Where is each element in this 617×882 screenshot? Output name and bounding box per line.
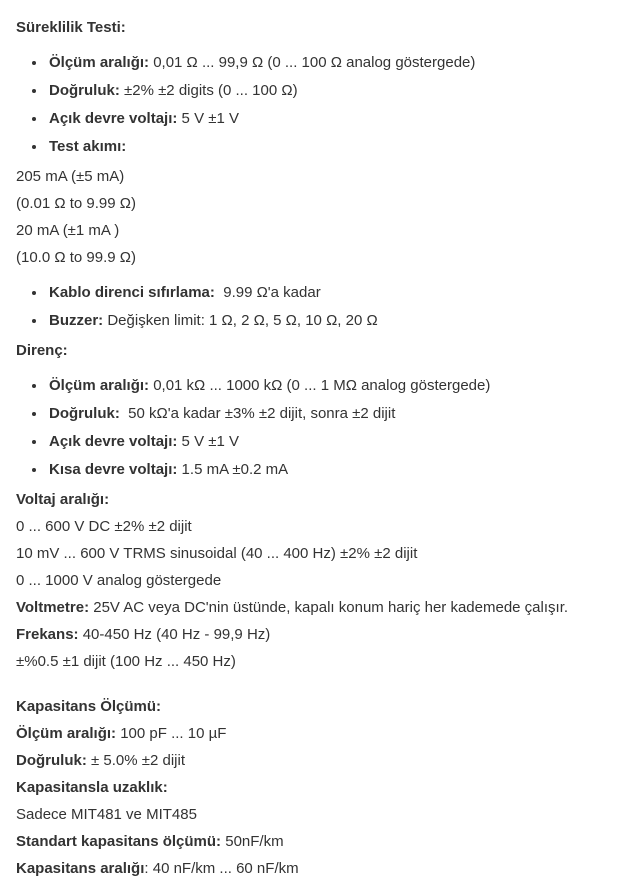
spec-line xyxy=(16,828,601,855)
bullet-item xyxy=(47,77,601,105)
spec-list xyxy=(16,49,601,161)
spec-line xyxy=(16,540,601,567)
field-label: Buzzer: xyxy=(49,312,104,329)
bullet-item xyxy=(47,279,601,307)
field-value: ± 5.0% ±2 dijit xyxy=(86,752,186,769)
field-value: 9.99 Ω'a kadar xyxy=(214,284,321,301)
spec-document xyxy=(16,14,601,882)
field-label: Frekans: xyxy=(16,626,79,643)
section-heading xyxy=(16,337,601,364)
field-label: Ölçüm aralığı: xyxy=(49,54,150,71)
field-value: 10 mV ... 600 V TRMS sinusoidal (40 ... 400 Hz) ±2% ±2 dijit xyxy=(16,545,418,562)
field-value: 0 ... 600 V DC ±2% ±2 dijit xyxy=(16,518,192,535)
field-value: Değişken limit: 1 Ω, 2 Ω, 5 Ω, 10 Ω, 20 Ω xyxy=(103,312,378,329)
section-heading xyxy=(16,774,601,801)
spec-line xyxy=(16,190,601,217)
field-value: : 40 nF/km ... 60 nF/km xyxy=(144,860,299,877)
field-value: 50nF/km xyxy=(221,833,284,850)
bullet-item xyxy=(47,456,601,484)
spec-line xyxy=(16,747,601,774)
field-value: 5 V ±1 V xyxy=(177,110,239,127)
field-value: (0.01 Ω to 9.99 Ω) xyxy=(16,195,136,212)
field-value: 0,01 Ω ... 99,9 Ω (0 ... 100 Ω analog göstergede) xyxy=(149,54,476,71)
field-value: 0,01 kΩ ... 1000 kΩ (0 ... 1 MΩ analog göstergede) xyxy=(149,377,491,394)
spec-line xyxy=(16,244,601,271)
field-label: Kısa devre voltajı: xyxy=(49,461,178,478)
bullet-item xyxy=(47,105,601,133)
heading-label: Kapasitans Ölçümü: xyxy=(16,698,162,715)
field-label: Doğruluk: xyxy=(49,405,120,422)
field-label: Doğruluk: xyxy=(49,82,120,99)
field-label: Voltmetre: xyxy=(16,599,90,616)
field-value: 5 V ±1 V xyxy=(177,433,239,450)
spec-line xyxy=(16,217,601,244)
field-value: 205 mA (±5 mA) xyxy=(16,168,125,185)
spec-line xyxy=(16,801,601,828)
field-value: 100 pF ... 10 µF xyxy=(116,725,227,742)
spec-line xyxy=(16,648,601,675)
spec-line xyxy=(16,513,601,540)
field-label: Açık devre voltajı: xyxy=(49,110,178,127)
heading-label: Direnç: xyxy=(16,342,68,359)
bullet-item xyxy=(47,400,601,428)
field-value: 40-450 Hz (40 Hz - 99,9 Hz) xyxy=(78,626,271,643)
field-value: Sadece MIT481 ve MIT485 xyxy=(16,806,197,823)
field-value: (10.0 Ω to 99.9 Ω) xyxy=(16,249,136,266)
bullet-item xyxy=(47,133,601,161)
field-label: Ölçüm aralığı: xyxy=(16,725,117,742)
spec-line xyxy=(16,621,601,648)
spec-list xyxy=(16,279,601,335)
field-value: ±2% ±2 digits (0 ... 100 Ω) xyxy=(119,82,298,99)
field-label: Doğruluk: xyxy=(16,752,87,769)
field-value: 25V AC veya DC'nin üstünde, kapalı konum hariç her kademede çalışır. xyxy=(89,599,569,616)
field-value: 0 ... 1000 V analog göstergede xyxy=(16,572,222,589)
field-label: Standart kapasitans ölçümü: xyxy=(16,833,222,850)
paragraph-spacer xyxy=(16,675,601,693)
spec-line xyxy=(16,720,601,747)
field-label: Test akımı: xyxy=(49,138,127,155)
field-label: Açık devre voltajı: xyxy=(49,433,178,450)
heading-label: Kapasitansla uzaklık: xyxy=(16,779,168,796)
field-value: ±%0.5 ±1 dijit (100 Hz ... 450 Hz) xyxy=(16,653,236,670)
field-label: Ölçüm aralığı: xyxy=(49,377,150,394)
bullet-item xyxy=(47,372,601,400)
bullet-item xyxy=(47,307,601,335)
spec-line xyxy=(16,855,601,882)
bullet-item xyxy=(47,49,601,77)
section-heading xyxy=(16,14,601,41)
section-heading xyxy=(16,486,601,513)
section-heading xyxy=(16,693,601,720)
spec-line xyxy=(16,567,601,594)
field-label: Kapasitans aralığı xyxy=(16,860,145,877)
heading-label: Voltaj aralığı: xyxy=(16,491,110,508)
spec-line xyxy=(16,163,601,190)
spec-list xyxy=(16,372,601,484)
bullet-item xyxy=(47,428,601,456)
field-label: Kablo direnci sıfırlama: xyxy=(49,284,215,301)
heading-label: Süreklilik Testi: xyxy=(16,19,126,36)
field-value: 1.5 mA ±0.2 mA xyxy=(177,461,289,478)
spec-line xyxy=(16,594,601,621)
field-value: 20 mA (±1 mA ) xyxy=(16,222,120,239)
field-value: 50 kΩ'a kadar ±3% ±2 dijit, sonra ±2 dijit xyxy=(119,405,396,422)
